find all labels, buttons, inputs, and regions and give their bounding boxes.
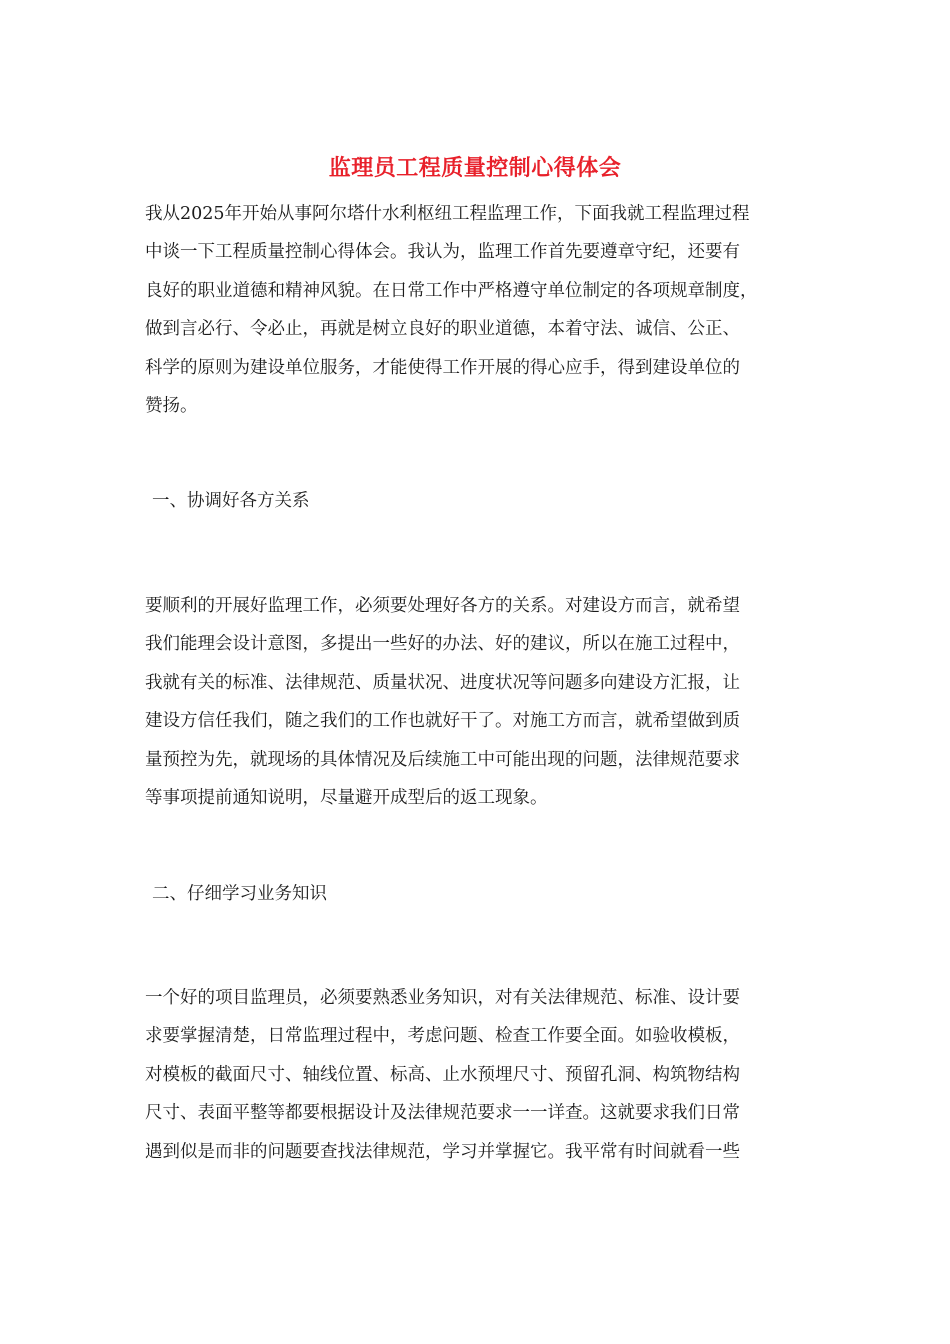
- paragraph-line: 科学的原则为建设单位服务，才能使得工作开展的得心应手，得到建设单位的: [145, 357, 740, 378]
- paragraph-line: 对模板的截面尺寸、轴线位置、标高、止水预埋尺寸、预留孔洞、构筑物结构: [145, 1064, 740, 1085]
- paragraph-line: 良好的职业道德和精神风貌。在日常工作中严格遵守单位制定的各项规章制度，: [145, 280, 758, 301]
- paragraph-line: 等事项提前通知说明，尽量避开成型后的返工现象。: [145, 788, 548, 809]
- section2-paragraph: [145, 979, 810, 1171]
- document-title: 监理员工程质量控制心得体会: [328, 155, 622, 181]
- section-heading-2: 二、仔细学习业务知识: [152, 884, 327, 904]
- paragraph-line: 遇到似是而非的问题要查找法律规范，学习并掌握它。我平常有时间就看一些: [145, 1141, 740, 1162]
- paragraph-line: 量预控为先，就现场的具体情况及后续施工中可能出现的问题，法律规范要求: [145, 749, 740, 770]
- paragraph-line: 我们能理会设计意图，多提出一些好的办法、好的建议，所以在施工过程中，: [145, 634, 740, 655]
- section-heading-1: 一、协调好各方关系: [152, 491, 310, 511]
- paragraph-line: 做到言必行、令必止，再就是树立良好的职业道德，本着守法、诚信、公正、: [145, 319, 740, 340]
- paragraph-line: 要顺利的开展好监理工作，必须要处理好各方的关系。对建设方而言，就希望: [145, 596, 740, 616]
- paragraph-line: 一个好的项目监理员，必须要熟悉业务知识，对有关法律规范、标准、设计要: [145, 988, 740, 1008]
- paragraph-line: 我从2025年开始从事阿尔塔什水利枢纽工程监理工作，下面我就工程监理过程: [145, 204, 750, 224]
- paragraph-line: 中谈一下工程质量控制心得体会。我认为，监理工作首先要遵章守纪，还要有: [145, 242, 740, 263]
- section1-paragraph: [145, 587, 810, 817]
- paragraph-line: 赞扬。: [145, 396, 198, 417]
- paragraph-line: 建设方信任我们，随之我们的工作也就好干了。对施工方而言，就希望做到质: [145, 711, 740, 732]
- intro-paragraph: [145, 195, 810, 425]
- paragraph-line: 求要掌握清楚，日常监理过程中，考虑问题、检查工作要全面。如验收模板，: [145, 1026, 740, 1047]
- paragraph-line: 我就有关的标准、法律规范、质量状况、进度状况等问题多向建设方汇报，让: [145, 672, 740, 693]
- paragraph-line: 尺寸、表面平整等都要根据设计及法律规范要求一一详查。这就要求我们日常: [145, 1103, 740, 1124]
